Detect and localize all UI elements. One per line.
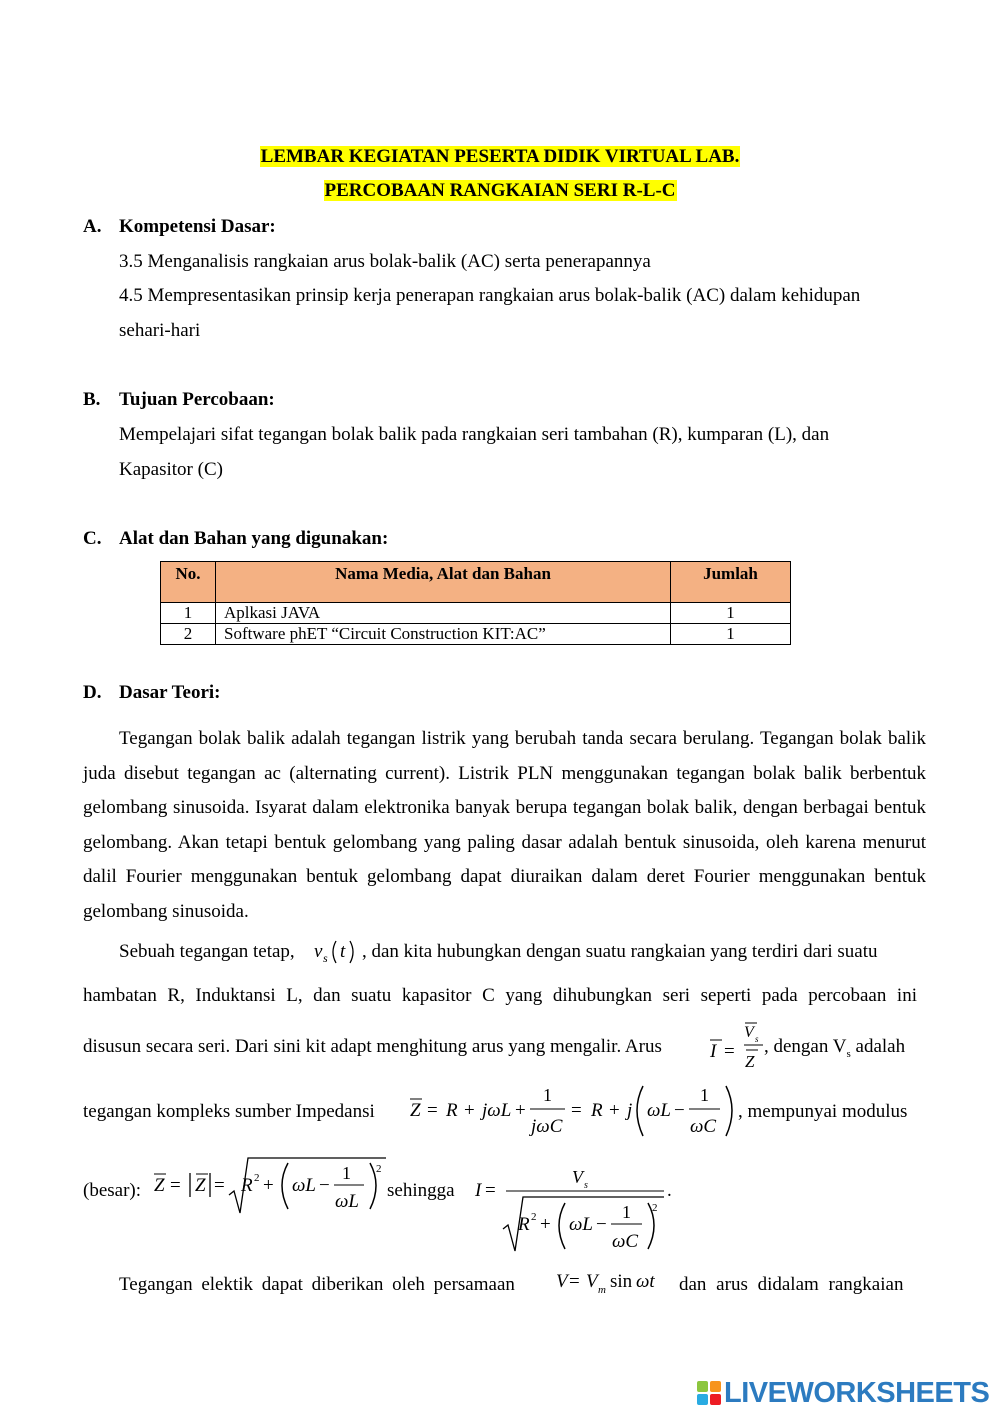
svg-text:1: 1: [622, 1202, 631, 1222]
logo-square-1: [697, 1381, 708, 1392]
theory-p2-line3-b: , dengan $V_s$ adalah: [764, 1036, 906, 1060]
svg-text:−: −: [674, 1100, 685, 1121]
theory-p2-line3-a: disusun secara seri. Dari sini kit adapt menghitung arus yang mengalir. Arus: [83, 1036, 662, 1057]
svg-text:ωL: ωL: [292, 1175, 316, 1196]
table-cell-qty: 1: [671, 624, 791, 645]
svg-text:=: =: [485, 1180, 496, 1201]
svg-text:+: +: [609, 1100, 620, 1121]
liveworksheets-logo: [697, 1377, 989, 1409]
svg-text:ωC: ωC: [612, 1231, 639, 1252]
svg-text:s: s: [584, 1180, 588, 1191]
objective-line-2: Kapasitor (C): [119, 459, 223, 480]
objective-line-1: Mempelajari sifat tegangan bolak balik pada rangkaian seri tambahan (R), kumparan (L), dan: [119, 424, 830, 445]
logo-square-2: [710, 1381, 721, 1392]
svg-text:ωL: ωL: [335, 1191, 359, 1212]
svg-text:m: m: [598, 1284, 606, 1296]
logo-text: LIVEWORKSHEETS: [724, 1376, 990, 1409]
svg-text:+: +: [263, 1175, 274, 1196]
svg-text:+: +: [515, 1100, 526, 1121]
formula-current-phasor: [704, 1015, 770, 1079]
svg-text:=: =: [724, 1041, 735, 1062]
svg-text:V: V: [556, 1271, 568, 1292]
svg-text:Z: Z: [195, 1175, 206, 1196]
formula-voltage: [552, 1265, 662, 1305]
svg-text:R: R: [241, 1175, 253, 1196]
svg-text:2: 2: [376, 1163, 382, 1175]
section-a-heading: A. Kompetensi Dasar:: [83, 216, 276, 237]
table-cell-no: 2: [161, 624, 216, 645]
svg-text:I: I: [710, 1041, 717, 1062]
svg-text:+: +: [464, 1100, 475, 1121]
table-row: [161, 624, 791, 645]
competency-item-2: 4.5 Mempresentasikan prinsip kerja penerapan rangkaian arus bolak-balik (AC) dalam kehidupan: [119, 285, 861, 306]
svg-text:j: j: [627, 1100, 633, 1121]
svg-text:1: 1: [543, 1085, 552, 1105]
svg-text:jωL: jωL: [482, 1100, 512, 1121]
theory-p2-line5-c: .: [667, 1180, 672, 1201]
svg-text:−: −: [319, 1175, 330, 1196]
svg-text:sin: sin: [610, 1271, 633, 1292]
svg-text:v: v: [314, 941, 323, 962]
svg-text:2: 2: [652, 1202, 658, 1214]
theory-p2-line5-a: (besar):: [83, 1180, 142, 1201]
header-no: No.: [161, 562, 216, 603]
svg-text:R: R: [591, 1100, 603, 1121]
svg-text:I: I: [475, 1180, 482, 1201]
theory-paragraph-1: Tegangan bolak balik adalah tegangan listrik yang berubah tanda secara berulang. Tegangan bolak balik juda disebut tegangan ac (alternating current). Listrik PLN menggunakan tegangan bolak balik berbentuk gelombang sinusoida. Isyarat dalam elektronika banyak berupa tegangan bolak balik, dengan berbagai bentuk gelombang. Akan tetapi bentuk gelombang yang paling dasar adalah bentuk sinusoida, oleh karena menurut dalil Fourier menggunakan bentuk gelombang dapat diuraikan dalam deret Fourier menggunakan bentuk gelombang sinusoida.: [83, 728, 926, 922]
formula-impedance: [405, 1080, 740, 1148]
header-name: Nama Media, Alat dan Bahan: [216, 562, 671, 603]
tools-table: [160, 561, 791, 645]
svg-text:2: 2: [254, 1172, 260, 1184]
logo-mark-icon: [697, 1381, 721, 1405]
section-d-heading: D. Dasar Teori:: [83, 682, 221, 703]
formula-vs-t: [310, 935, 360, 973]
header-qty: Jumlah: [671, 562, 791, 603]
svg-text:1: 1: [342, 1163, 351, 1183]
theory-p2-line1-b: , dan kita hubungkan dengan suatu rangkaian yang terdiri dari suatu: [362, 941, 878, 962]
svg-text:ωL: ωL: [569, 1214, 593, 1235]
svg-text:+: +: [540, 1214, 551, 1235]
svg-text:Z: Z: [410, 1100, 421, 1121]
svg-text:=: =: [427, 1100, 438, 1121]
logo-square-3: [697, 1394, 708, 1405]
theory-p3-a: Tegangan elektik dapat diberikan oleh persamaan: [119, 1274, 515, 1295]
svg-text:jωC: jωC: [531, 1116, 563, 1137]
title-line-2: PERCOBAAN RANGKAIAN SERI R-L-C: [324, 180, 676, 201]
table-cell-qty: 1: [671, 603, 791, 624]
svg-text:V: V: [572, 1167, 583, 1187]
svg-text:2: 2: [531, 1211, 537, 1223]
table-row: [161, 603, 791, 624]
svg-text:=: =: [170, 1175, 181, 1196]
competency-item-1: 3.5 Menganalisis rangkaian arus bolak-balik (AC) serta penerapannya: [119, 251, 651, 272]
theory-p2-line4-a: tegangan kompleks sumber Impedansi: [83, 1101, 375, 1122]
formula-modulus: [150, 1155, 386, 1223]
svg-text:Z: Z: [745, 1052, 755, 1071]
svg-text:ωt: ωt: [636, 1271, 655, 1292]
svg-text:t: t: [340, 941, 346, 962]
svg-text:s: s: [755, 1034, 759, 1044]
svg-text:Z: Z: [154, 1175, 165, 1196]
svg-text:=: =: [214, 1175, 225, 1196]
theory-p2-line5-b: sehingga: [387, 1180, 455, 1201]
svg-text:=: =: [569, 1271, 580, 1292]
theory-p3-b: dan arus didalam rangkaian: [679, 1274, 904, 1295]
table-cell-name: Aplkasi JAVA: [216, 603, 671, 624]
table-header-row: [161, 562, 791, 603]
formula-current-magnitude: [470, 1163, 670, 1261]
svg-text:1: 1: [700, 1085, 709, 1105]
svg-text:V: V: [586, 1271, 598, 1292]
svg-text:s: s: [323, 951, 328, 965]
svg-text:R: R: [446, 1100, 458, 1121]
svg-text:R: R: [518, 1214, 530, 1235]
competency-item-2-cont: sehari-hari: [119, 320, 201, 341]
table-cell-name: Software phET “Circuit Construction KIT:AC”: [216, 624, 671, 645]
title-line-1: LEMBAR KEGIATAN PESERTA DIDIK VIRTUAL LAB.: [260, 146, 740, 167]
svg-text:ωC: ωC: [690, 1116, 717, 1137]
table-cell-no: 1: [161, 603, 216, 624]
theory-p2-line1-a: Sebuah tegangan tetap,: [119, 941, 295, 962]
svg-text:V: V: [744, 1024, 754, 1041]
svg-text:=: =: [571, 1100, 582, 1121]
svg-text:ωL: ωL: [647, 1100, 671, 1121]
section-c-heading: C. Alat dan Bahan yang digunakan:: [83, 528, 389, 549]
theory-p2-line4-b: , mempunyai modulus: [738, 1101, 908, 1122]
svg-text:−: −: [596, 1214, 607, 1235]
logo-square-4: [710, 1394, 721, 1405]
theory-p2-line2: hambatan R, Induktansi L, dan suatu kapasitor C yang dihubungkan seri seperti pada percobaan ini: [83, 985, 917, 1006]
section-b-heading: B. Tujuan Percobaan:: [83, 389, 275, 410]
